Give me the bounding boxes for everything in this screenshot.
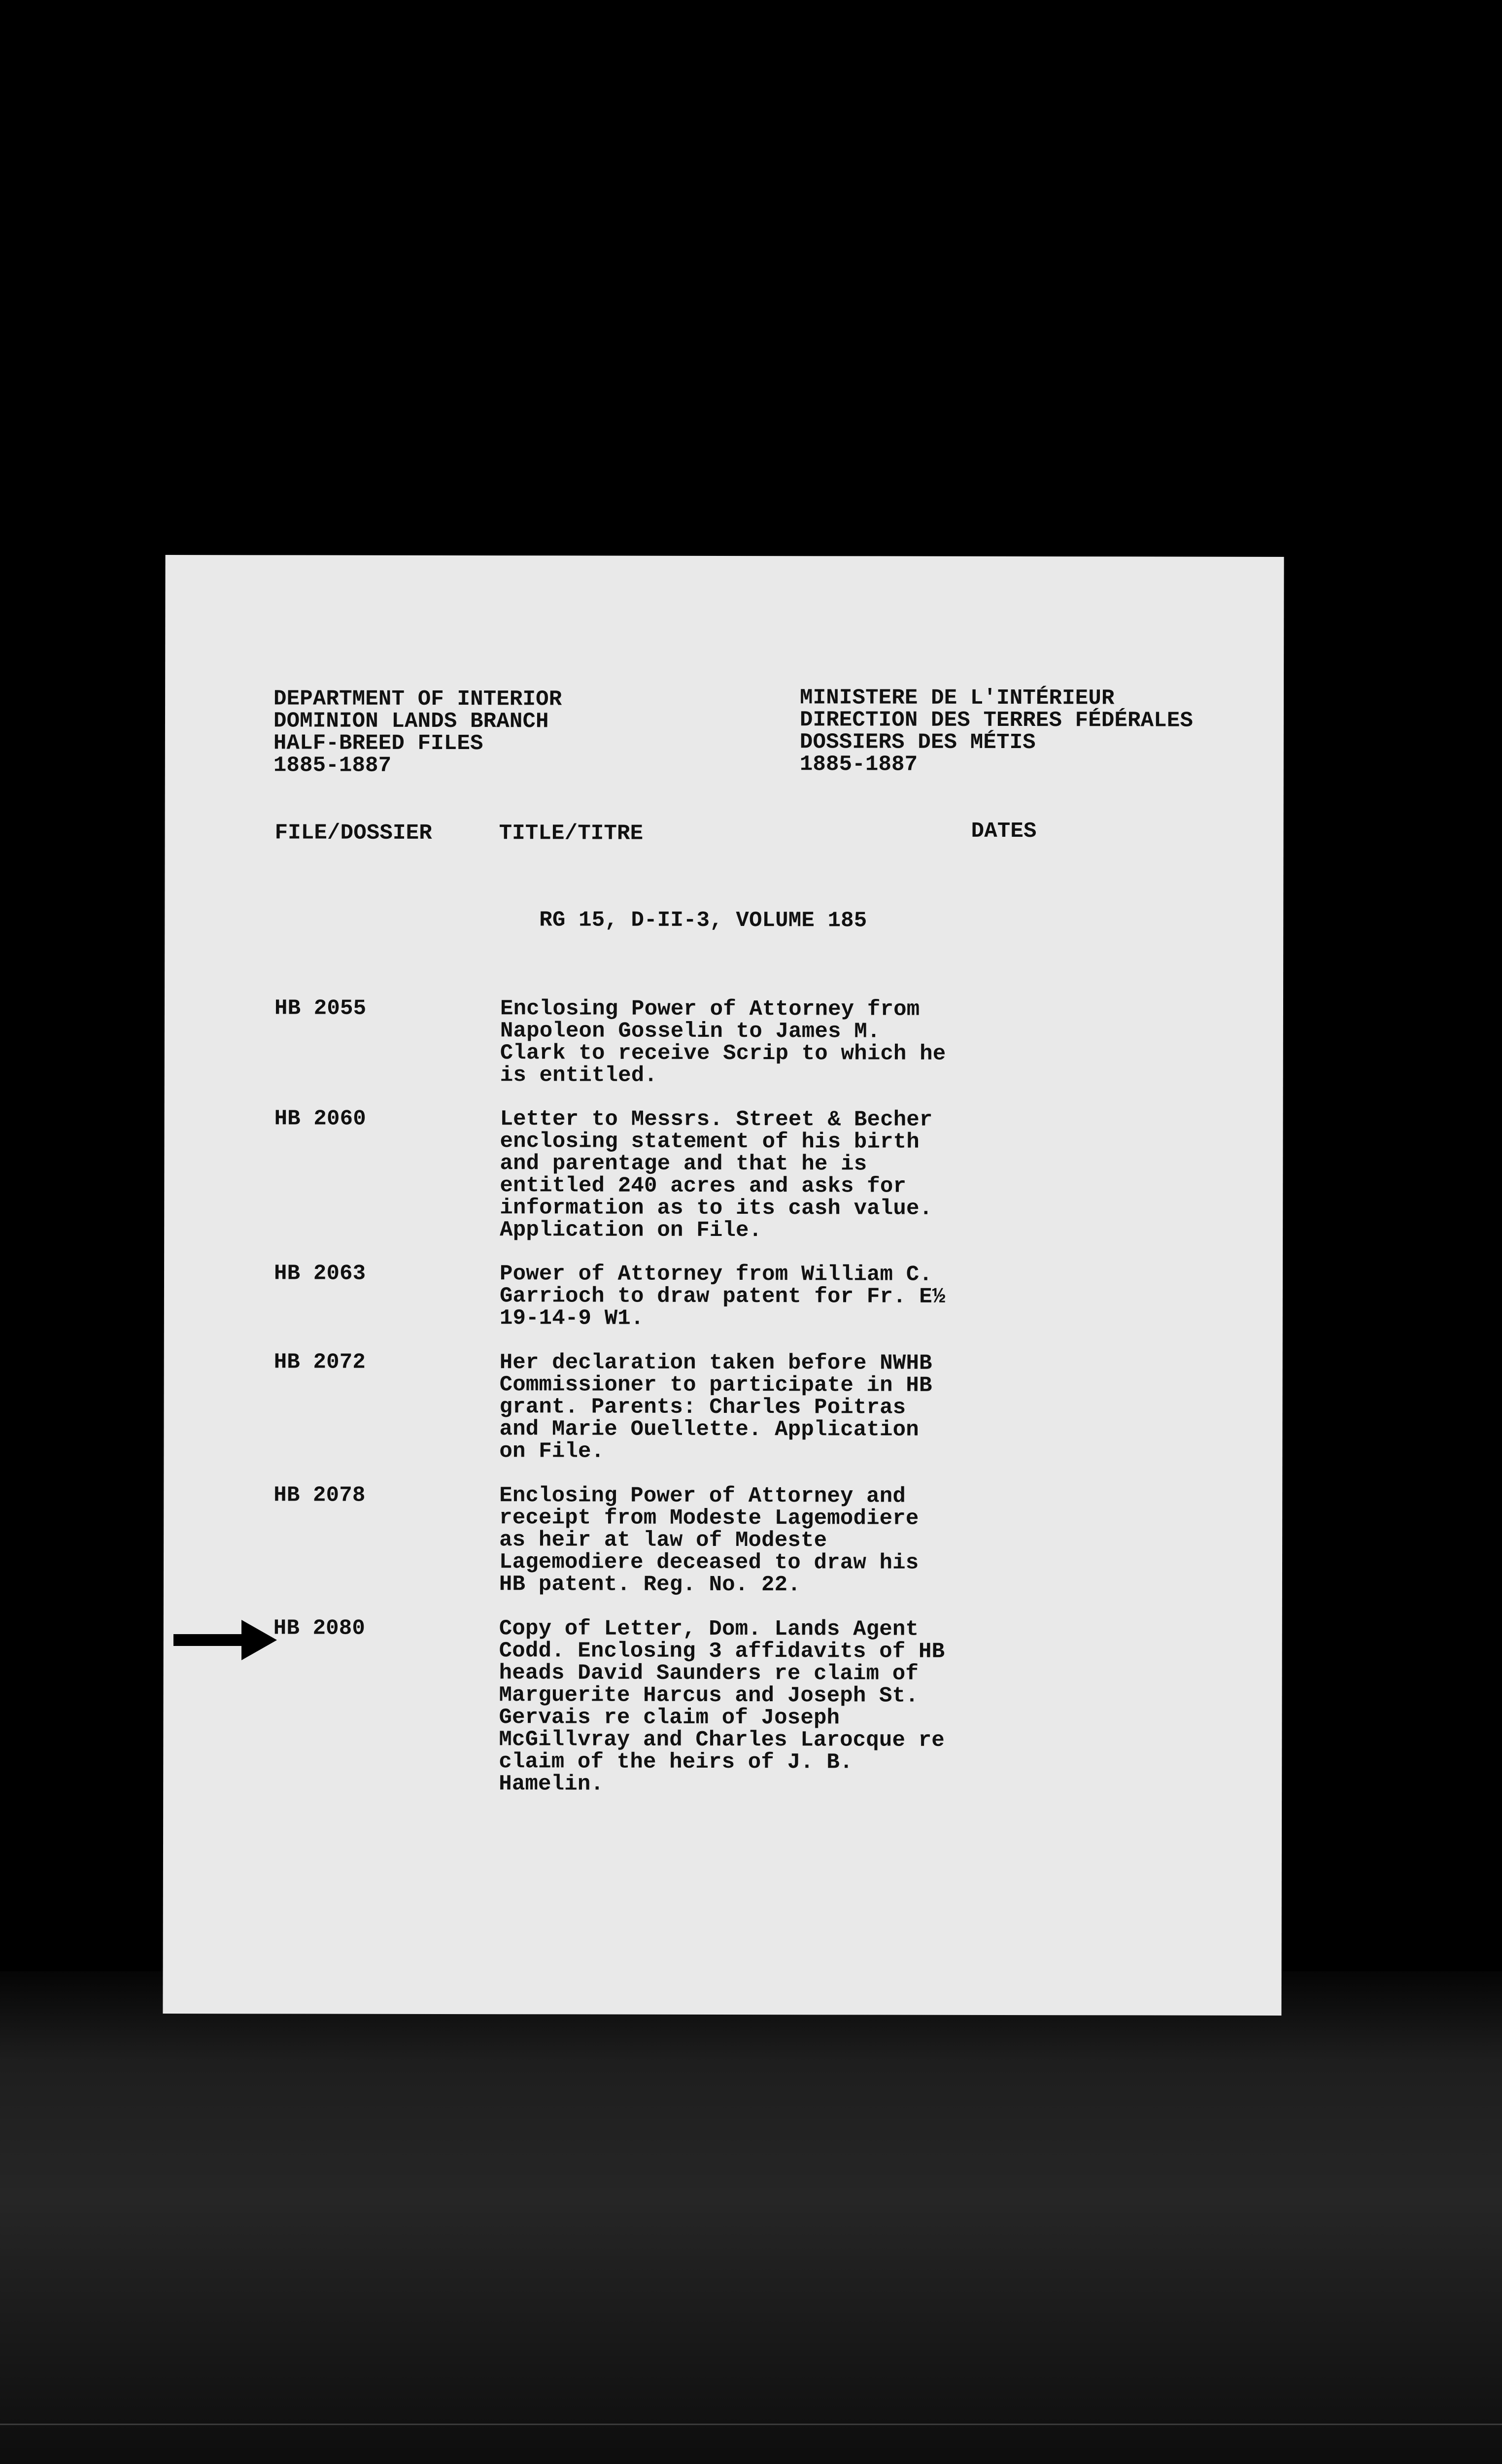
arrow-right-icon — [173, 1618, 277, 1662]
entry-file-number: HB 2063 — [273, 1261, 366, 1286]
header-left-line: DOMINION LANDS BRANCH — [273, 709, 549, 734]
entry-file-number: HB 2055 — [274, 996, 367, 1021]
scan-edge-line — [0, 2424, 1502, 2425]
header-right — [800, 687, 1193, 776]
column-header-dates: DATES — [971, 819, 1037, 844]
column-header-title: TITLE/TITRE — [499, 821, 644, 846]
entry-title: Power of Attorney from William C. Garrioch to draw patent for Fr. E½ 19-14-9 W1. — [499, 1262, 946, 1331]
entry-file-number: HB 2060 — [274, 1106, 366, 1131]
header-right-line: MINISTERE DE L'INTÉRIEUR — [800, 685, 1115, 711]
scanner-background — [0, 1971, 1502, 2464]
header-left — [273, 688, 562, 777]
entry-title: Letter to Messrs. Street & Becher enclosing statement of his birth and parentage and that he is entitled 240 acres and asks for information as to its cash value. Application on File. — [500, 1107, 933, 1243]
header-right-line: DOSSIERS DES MÉTIS — [799, 730, 1036, 755]
header-left-line: 1885-1887 — [273, 753, 392, 778]
header-right-line: DIRECTION DES TERRES FÉDÉRALES — [799, 708, 1194, 733]
entry-file-number: HB 2080 — [273, 1616, 366, 1641]
column-header-file: FILE/DOSSIER — [274, 821, 432, 846]
entry-file-number: HB 2078 — [273, 1483, 366, 1508]
entry-title: Enclosing Power of Attorney and receipt from Modeste Lagemodiere as heir at law of Modeste Lagemodiere deceased to draw his HB patent. Reg. No. 22. — [499, 1483, 919, 1598]
header-left-line: HALF-BREED FILES — [273, 731, 483, 756]
entry-title: Her declaration taken before NWHB Commissioner to participate in HB grant. Parents: Charles Poitras and Marie Ouellette. Application on File. — [499, 1350, 932, 1464]
entry-title: Copy of Letter, Dom. Lands Agent Codd. Enclosing 3 affidavits of HB heads David Saunders re claim of Marguerite Harcus and Joseph St. Gervais re claim of Joseph McGillvray and Charles Larocque re claim of the heirs of J. B. Hamelin. — [499, 1616, 945, 1797]
header-left-line: DEPARTMENT OF INTERIOR — [273, 686, 562, 712]
document-page — [163, 555, 1284, 2016]
header-right-line: 1885-1887 — [799, 752, 918, 777]
entry-title: Enclosing Power of Attorney from Napoleon Gosselin to James M. Clark to receive Scrip to which he is entitled. — [500, 996, 946, 1088]
volume-reference: RG 15, D-II-3, VOLUME 185 — [539, 908, 867, 933]
entry-file-number: HB 2072 — [273, 1350, 366, 1375]
